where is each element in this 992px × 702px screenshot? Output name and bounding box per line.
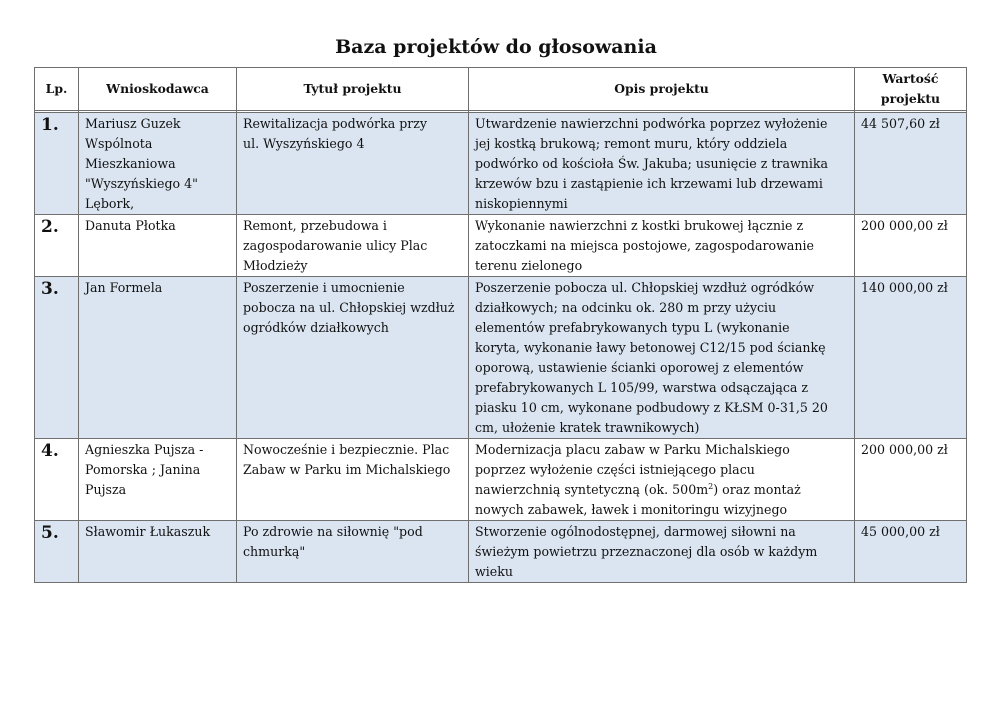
table-row (35, 439, 967, 521)
cell-line: podwórko od kościoła Św. Jakuba; usunięcie z trawnika (475, 156, 829, 171)
cell-line: Agnieszka Pujsza - (85, 442, 204, 457)
cell-line: chmurką" (243, 544, 306, 559)
cell-line: Utwardzenie nawierzchni podwórka poprzez wyłożenie (475, 116, 828, 131)
cell-line: Nowocześnie i bezpiecznie. Plac (243, 442, 450, 457)
cell-line: prefabrykowanych L 105/99, warstwa odsączająca z (475, 380, 809, 395)
cell-lp: 5. (35, 521, 79, 583)
cell-line: Pujsza (85, 482, 127, 497)
cell-line: Pomorska ; Janina (85, 462, 201, 477)
cell-line: Remont, przebudowa i (243, 218, 387, 233)
cell-line: nowych zabawek, ławek i monitoringu wizyjnego (475, 502, 788, 517)
table-row (35, 113, 967, 215)
cell-lp: 1. (35, 113, 79, 215)
cell-value: 45 000,00 zł (855, 521, 967, 583)
page-title: Baza projektów do głosowania (335, 36, 657, 58)
cell-value: 200 000,00 zł (855, 439, 967, 521)
cell-value: 44 507,60 zł (855, 113, 967, 215)
cell-line: świeżym powietrzu przeznaczonej dla osób w każdym (475, 544, 818, 559)
cell-line (475, 480, 849, 500)
cell-description (469, 439, 855, 521)
cell-line: krzewów bzu i zastąpienie ich krzewami lub drzewami (475, 176, 823, 191)
cell-line: jej kostką brukową; remont muru, który oddziela (475, 136, 788, 151)
cell-line: elementów prefabrykowanych typu L (wykonanie (475, 320, 790, 335)
table-row (35, 215, 967, 277)
cell-line: działkowych; na odcinku ok. 280 m przy użyciu (475, 300, 777, 315)
cell-text: ) oraz montaż (713, 482, 801, 497)
table-row (35, 521, 967, 583)
cell-lp: 3. (35, 277, 79, 439)
cell-line: Mieszkaniowa (85, 156, 176, 171)
projects-table (34, 67, 967, 583)
cell-line: niskopiennymi (475, 196, 568, 211)
cell-line: Stworzenie ogólnodostępnej, darmowej siłowni na (475, 524, 796, 539)
cell-applicant (79, 439, 237, 521)
table-row (35, 277, 967, 439)
cell-lp: 4. (35, 439, 79, 521)
cell-line: pobocza na ul. Chłopskiej wzdłuż (243, 300, 455, 315)
cell-applicant (79, 113, 237, 215)
cell-applicant (79, 277, 237, 439)
cell-value: 200 000,00 zł (855, 215, 967, 277)
cell-title (237, 215, 469, 277)
cell-line: ogródków działkowych (243, 320, 389, 335)
cell-line: cm, ułożenie kratek trawnikowych) (475, 420, 700, 435)
column-header-project-title: Tytuł projektu (237, 68, 469, 111)
cell-line: wieku (475, 564, 514, 579)
column-header-value-line1: Wartość (882, 71, 939, 86)
cell-line: poprzez wyłożenie części istniejącego placu (475, 462, 755, 477)
column-header-value (855, 68, 967, 111)
column-header-lp: Lp. (35, 68, 79, 111)
cell-line: "Wyszyńskiego 4" (85, 176, 198, 191)
cell-applicant (79, 521, 237, 583)
cell-description (469, 113, 855, 215)
column-header-applicant: Wnioskodawca (79, 68, 237, 111)
cell-description (469, 277, 855, 439)
column-header-value-line2: projektu (880, 91, 941, 106)
cell-value: 140 000,00 zł (855, 277, 967, 439)
cell-text: nawierzchnią syntetyczną (ok. 500m (475, 482, 709, 497)
cell-line: Mariusz Guzek (85, 116, 181, 131)
cell-description (469, 215, 855, 277)
table-header-row (35, 68, 967, 111)
cell-line: Po zdrowie na siłownię "pod (243, 524, 423, 539)
cell-lp: 2. (35, 215, 79, 277)
cell-line: Poszerzenie pobocza ul. Chłopskiej wzdłuż ogródków (475, 280, 814, 295)
cell-line: Danuta Płotka (85, 218, 176, 233)
cell-title (237, 521, 469, 583)
cell-line: Sławomir Łukaszuk (85, 524, 211, 539)
cell-line: Młodzieży (243, 258, 308, 273)
column-header-description: Opis projektu (469, 68, 855, 111)
cell-line: Zabaw w Parku im Michalskiego (243, 462, 451, 477)
cell-line: terenu zielonego (475, 258, 583, 273)
cell-line: zatoczkami na miejsca postojowe, zagospodarowanie (475, 238, 814, 253)
cell-line: zagospodarowanie ulicy Plac (243, 238, 428, 253)
cell-line: ul. Wyszyńskiego 4 (243, 136, 365, 151)
cell-line: Modernizacja placu zabaw w Parku Michalskiego (475, 442, 790, 457)
cell-title (237, 439, 469, 521)
cell-line: Rewitalizacja podwórka przy (243, 116, 428, 131)
cell-line: Wykonanie nawierzchni z kostki brukowej łącznie z (475, 218, 804, 233)
cell-line: Wspólnota (85, 136, 153, 151)
cell-line: Lębork, (85, 196, 135, 211)
cell-line: Poszerzenie i umocnienie (243, 280, 405, 295)
cell-title (237, 277, 469, 439)
cell-line: oporową, ustawienie ścianki oporowej z elementów (475, 360, 804, 375)
cell-line: piasku 10 cm, wykonane podbudowy z KŁSM 0-31,5 20 (475, 400, 828, 415)
cell-line: Jan Formela (85, 280, 163, 295)
cell-title (237, 113, 469, 215)
cell-line: koryta, wykonanie ławy betonowej C12/15 pod ściankę (475, 340, 826, 355)
cell-description (469, 521, 855, 583)
cell-applicant (79, 215, 237, 277)
superscript: 2 (708, 481, 714, 491)
